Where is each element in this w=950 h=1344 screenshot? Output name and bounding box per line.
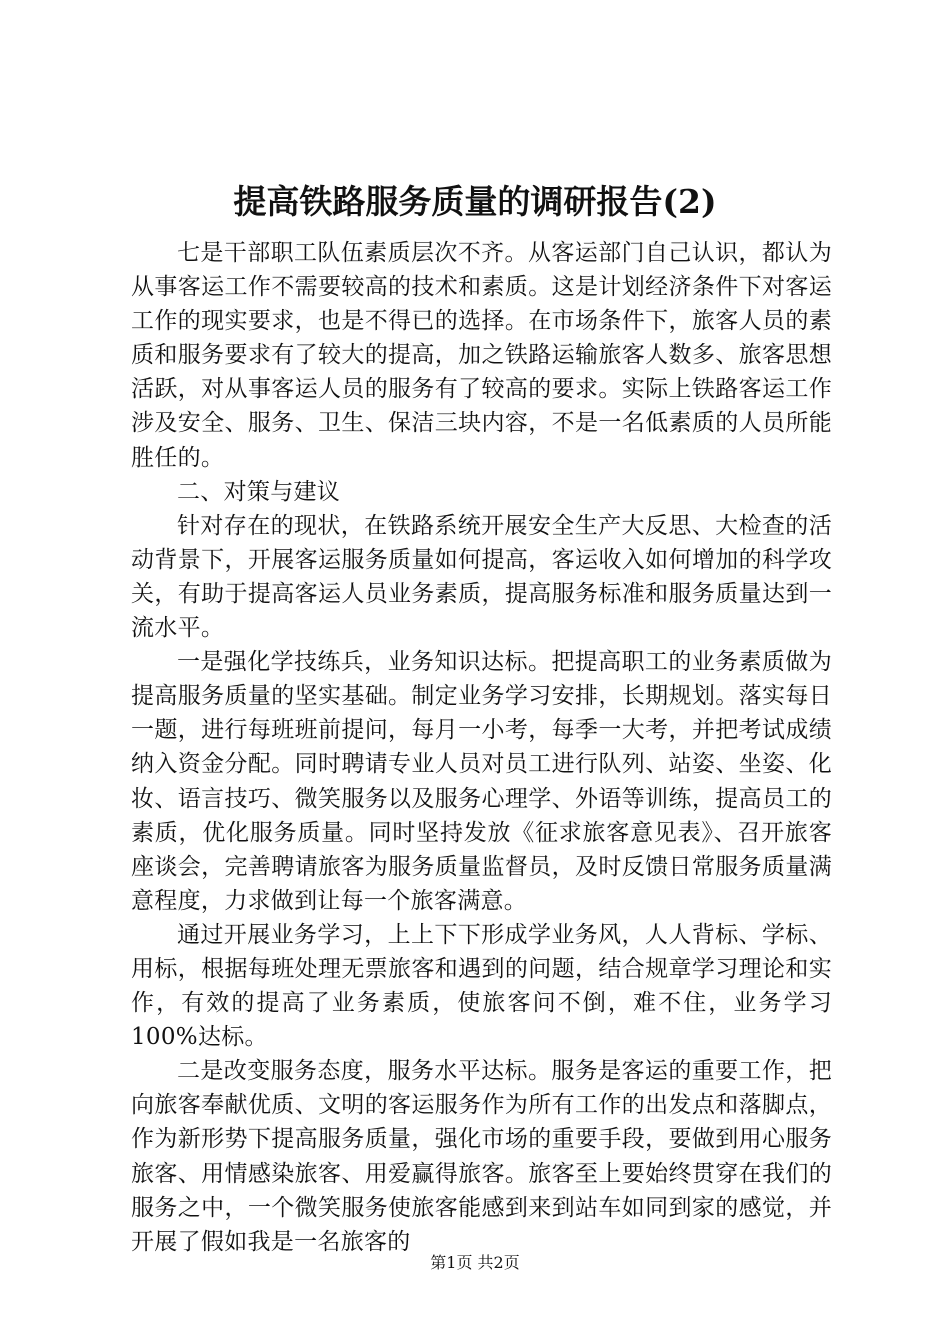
paragraph: 七是干部职工队伍素质层次不齐。从客运部门自己认识，都认为从事客运工作不需要较高的技术和素质。这是计划经济条件下对客运工作的现实要求，也是不得已的选择。在市场条件下，旅客人员的素质和服务要求有了较大的提高，加之铁路运输旅客人数多、旅客思想活跃，对从事客运人员的服务有了较高的要求。实际上铁路客运工作涉及安全、服务、卫生、保洁三块内容，不是一名低素质的人员所能胜任的。 (131, 240, 832, 471)
document-body (131, 236, 832, 1259)
section-heading: 二、对策与建议 (177, 478, 341, 505)
paragraph: 二是改变服务态度，服务水平达标。服务是客运的重要工作，把向旅客奉献优质、文明的客运服务作为所有工作的出发点和落脚点，作为新形势下提高服务质量，强化市场的重要手段，要做到用心服务旅客、用情感染旅客、用爱赢得旅客。旅客至上要始终贯穿在我们的服务之中，一个微笑服务使旅客能感到来到站车如同到家的感觉，并开展了假如我是一名旅客的 (131, 1058, 832, 1255)
page-title: 提高铁路服务质量的调研报告(2) (233, 182, 717, 221)
paragraph: 针对存在的现状，在铁路系统开展安全生产大反思、大检查的活动背景下，开展客运服务质量如何提高，客运收入如何增加的科学攻关，有助于提高客运人员业务素质，提高服务标准和服务质量达到一流水平。 (131, 512, 832, 642)
paragraph: 通过开展业务学习，上上下下形成学业务风，人人背标、学标、用标，根据每班处理无票旅客和遇到的问题，结合规章学习理论和实作，有效的提高了业务素质，使旅客问不倒，难不住，业务学习100%达标。 (131, 921, 832, 1051)
paragraph: 一是强化学技练兵，业务知识达标。把提高职工的业务素质做为提高服务质量的坚实基础。制定业务学习安排，长期规划。落实每日一题，进行每班班前提问，每月一小考，每季一大考，并把考试成绩纳入资金分配。同时聘请专业人员对员工进行队列、站姿、坐姿、化妆、语言技巧、微笑服务以及服务心理学、外语等训练，提高员工的素质，优化服务质量。同时坚持发放《征求旅客意见表》、召开旅客座谈会，完善聘请旅客为服务质量监督员，及时反馈日常服务质量满意程度，力求做到让每一个旅客满意。 (131, 649, 832, 914)
page-footer: 第1页 共2页 (430, 1253, 520, 1272)
